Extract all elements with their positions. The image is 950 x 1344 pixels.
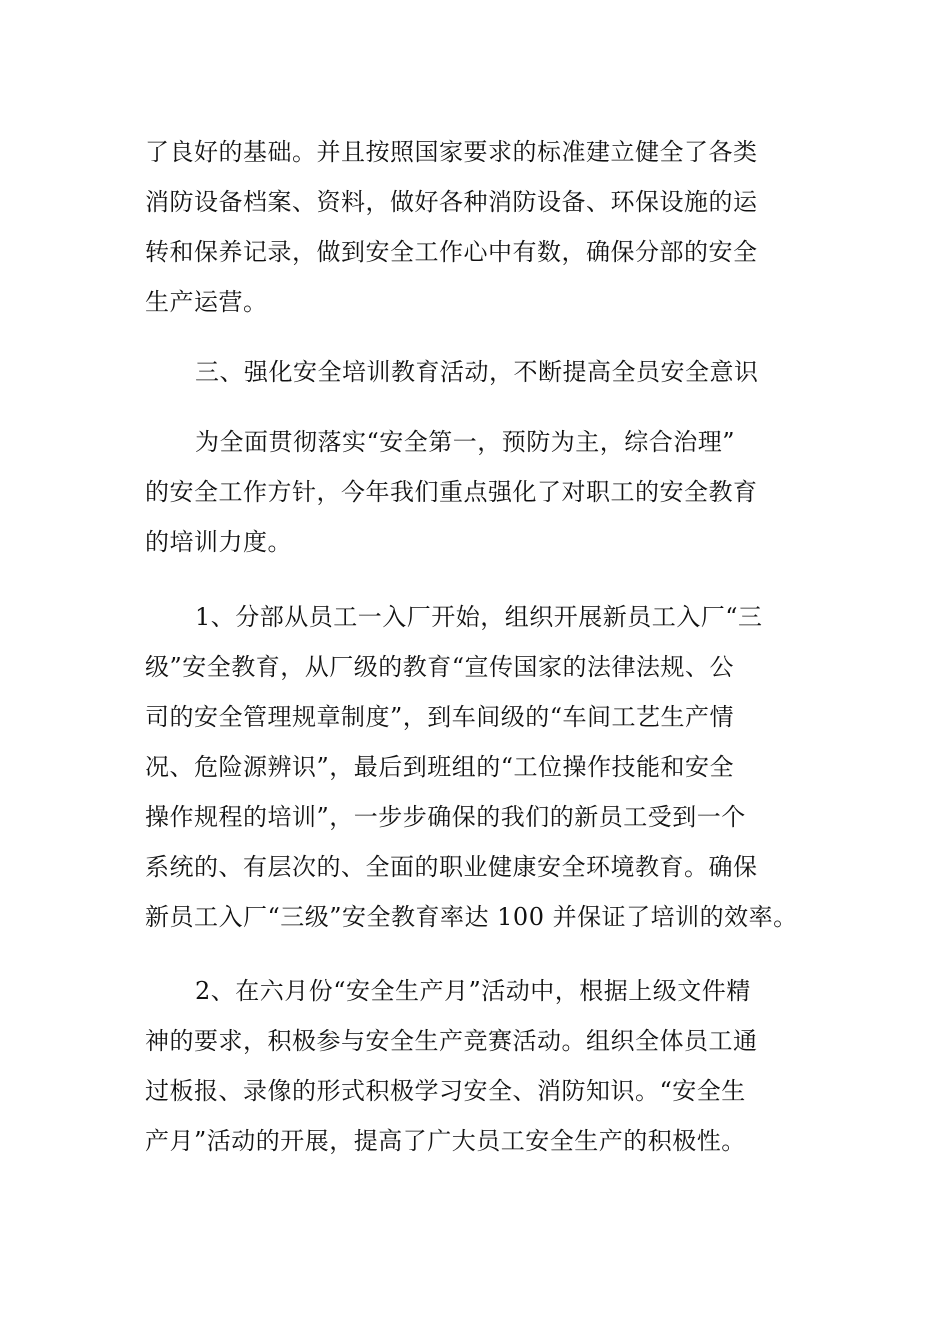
paragraph-4-line-2: 神的要求，积极参与安全生产竞赛活动。组织全体员工通 bbox=[145, 1027, 758, 1055]
paragraph-1-line-1: 了良好的基础。并且按照国家要求的标准建立健全了各类 bbox=[145, 138, 758, 166]
paragraph-4-line-3: 过板报、录像的形式积极学习安全、消防知识。“安全生 bbox=[145, 1077, 746, 1105]
paragraph-1-line-4: 生产运营。 bbox=[145, 288, 268, 316]
paragraph-4-line-1: 2、在六月份“安全生产月”活动中，根据上级文件精 bbox=[195, 977, 751, 1005]
paragraph-3-line-4: 况、危险源辨识”，最后到班组的“工位操作技能和安全 bbox=[145, 753, 735, 781]
paragraph-1-line-2: 消防设备档案、资料，做好各种消防设备、环保设施的运 bbox=[145, 188, 758, 216]
paragraph-3-line-5: 操作规程的培训”，一步步确保的我们的新员工受到一个 bbox=[145, 803, 746, 831]
paragraph-3-line-1: 1、分部从员工一入厂开始，组织开展新员工入厂“三 bbox=[195, 603, 763, 631]
paragraph-3-line-7: 新员工入厂“三级”安全教育率达 100 并保证了培训的效率。 bbox=[145, 903, 798, 931]
paragraph-2-line-1: 为全面贯彻落实“安全第一，预防为主，综合治理” bbox=[195, 428, 736, 456]
paragraph-3-line-3: 司的安全管理规章制度”，到车间级的“车间工艺生产情 bbox=[145, 703, 735, 731]
paragraph-3-line-2: 级”安全教育，从厂级的教育“宣传国家的法律法规、公 bbox=[145, 653, 735, 681]
section-heading-3: 三、强化安全培训教育活动，不断提高全员安全意识 bbox=[195, 358, 759, 386]
paragraph-4-line-4: 产月”活动的开展，提高了广大员工安全生产的积极性。 bbox=[145, 1127, 746, 1155]
paragraph-2-line-3: 的培训力度。 bbox=[145, 528, 292, 556]
paragraph-2-line-2: 的安全工作方针，今年我们重点强化了对职工的安全教育 bbox=[145, 478, 758, 506]
paragraph-1-line-3: 转和保养记录，做到安全工作心中有数，确保分部的安全 bbox=[145, 238, 758, 266]
paragraph-3-line-6: 系统的、有层次的、全面的职业健康安全环境教育。确保 bbox=[145, 853, 758, 881]
